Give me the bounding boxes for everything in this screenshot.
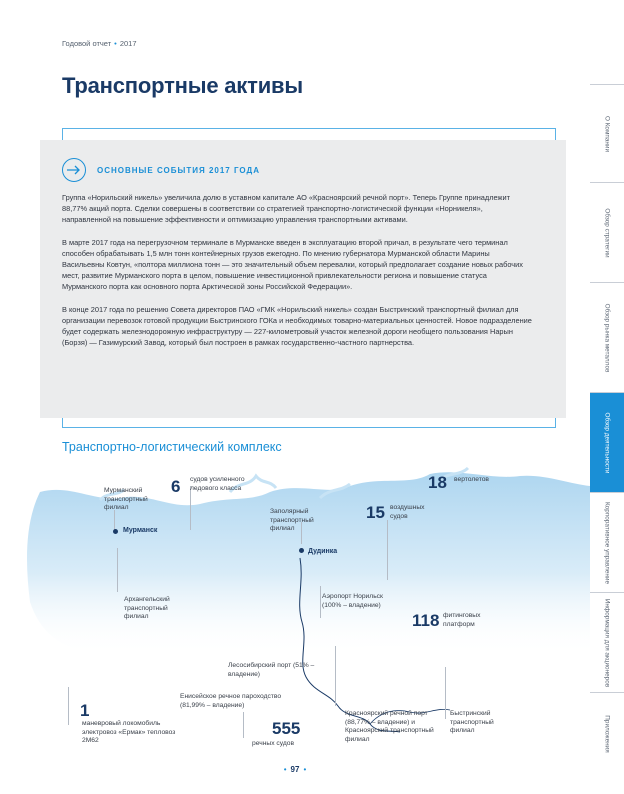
tab-company[interactable]: О Компании — [590, 84, 624, 182]
leader-line — [117, 548, 118, 592]
section-tabs — [590, 84, 624, 774]
bystrinsky-label: Быстринский транспортный филиал — [450, 710, 494, 735]
dudinka-pin — [299, 548, 304, 553]
dudinka-city: Дудинка — [308, 548, 338, 555]
yenisei-label: Енисейское речное пароходство (81,99% – владение) — [180, 693, 282, 709]
leader-line — [445, 667, 446, 719]
helicopters-count: 18 — [428, 473, 447, 492]
helicopters-label: вертолетов — [454, 476, 489, 483]
highlight-paragraph: Группа «Норильский никель» увеличила долю в уставном капитале АО «Красноярский речной порт». Теперь Группе принадлежит 88,77% акций порта. Сделки совершены в соответствии со стратегией транспортно-логистической функции «Норникеля», направленной на повышение эффективности и оптимизацию управления транспортными активами. — [62, 193, 510, 225]
arrow-right-icon — [62, 158, 86, 182]
platforms-label: фитинговых платформ — [443, 612, 481, 628]
report-name: Годовой отчет — [62, 39, 112, 48]
platforms-count: 118 — [412, 611, 440, 630]
leader-line — [243, 712, 244, 738]
tab-operations[interactable]: Обзор деятельности — [590, 392, 624, 492]
report-year: 2017 — [119, 39, 137, 48]
ships-label: судов усиленного ледового класса — [190, 476, 245, 492]
river-vessels-label: речных судов — [252, 740, 295, 747]
highlights-header — [62, 158, 260, 182]
section-title: Транспортно-логистический комплекс — [62, 440, 282, 454]
highlights-text — [62, 192, 532, 359]
ships-count: 6 — [171, 477, 181, 496]
murmansk-branch-label: Мурманский транспортный филиал — [104, 487, 148, 512]
page-number: • 97 • — [283, 765, 307, 774]
aircraft-count: 15 — [366, 503, 385, 522]
highlights-box — [40, 140, 566, 418]
page-title: Транспортные активы — [62, 73, 303, 98]
leader-line — [387, 520, 388, 580]
leader-line — [320, 586, 321, 618]
murmansk-city: Мурманск — [123, 527, 158, 534]
tab-metals-market[interactable]: Обзор рынка металлов — [590, 282, 624, 392]
airport-label: Аэропорт Норильск (100% – владение) — [322, 593, 383, 609]
transport-map — [0, 462, 624, 762]
murmansk-pin — [113, 529, 118, 534]
leader-line — [68, 687, 69, 725]
tab-shareholders[interactable]: Информация для акционеров — [590, 592, 624, 692]
polar-branch-label: Заполярный транспортный филиал — [270, 508, 314, 533]
tab-strategy[interactable]: Обзор стратегии — [590, 182, 624, 282]
tab-appendices[interactable]: Приложения — [590, 692, 624, 774]
river-vessels-count: 555 — [272, 719, 301, 738]
running-header: Годовой отчет • 2017 — [62, 39, 137, 48]
locomotive-label: маневровый локомобиль электровоз «Ермак» тепловоз 2М62 — [82, 720, 176, 745]
highlight-paragraph: В конце 2017 года по решению Совета директоров ПАО «ГМК «Норильский никель» создан Быстринский транспортный филиал для организации перевозок готовой продукции Быстринского ГОКа и необходимых товарно-материальных ценностей. Новое подразделение будет содержать железнодорожную инфраструктуру — 227-километровый участок железной дороги необщего пользования Нарын (Борзя) — Газимурский Завод, который был построен в рамках государственно-частного партнерства. — [62, 304, 532, 348]
highlight-paragraph: В марте 2017 года на перегрузочном терминале в Мурманске введен в эксплуатацию второй причал, в результате чего терминал способен обрабатывать 1,5 млн тонн контейнерных грузов ежегодно. По мнению губернатора Мурманской области Марины Васильевны Ковтун, «полтора миллиона тонн — это значительный объем перевалки, который предполагает создание новых рабочих мест, развитие Мурманского порта в целом, повышение инвестиционной привлекательности региона и повышение статуса Мурманского порта как основного порта Арктической зоны Российской Федерации». — [62, 237, 523, 292]
krasnoyarsk-label: Красноярский речной порт (88,77% – владение) и Красноярский транспортный филиал — [345, 710, 434, 743]
locomotive-count: 1 — [80, 701, 90, 720]
tab-governance[interactable]: Корпоративное управление — [590, 492, 624, 592]
arkhangelsk-branch-label: Архангельский транспортный филиал — [124, 596, 170, 621]
highlights-heading: ОСНОВНЫЕ СОБЫТИЯ 2017 ГОДА — [97, 165, 260, 175]
aircraft-label: воздушных судов — [390, 504, 425, 520]
lesosibirsk-label: Лесосибирский порт (51% – владение) — [228, 662, 315, 678]
